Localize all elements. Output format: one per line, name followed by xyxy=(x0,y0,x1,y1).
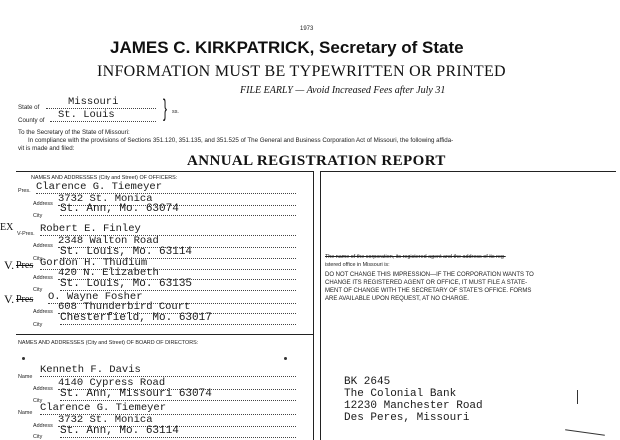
officer-address: 608 Thunderbird Court xyxy=(58,301,296,314)
director-city: St. Ann, Missouri 63074 xyxy=(60,388,296,401)
preamble-line-2: In compliance with the provisions of Sections 351.120, 351.135, and 351.525 of The General and Business Corporation Act of Missouri, the following affida- xyxy=(28,137,454,144)
city-label: City xyxy=(33,287,43,293)
director-name: Clarence G. Tiemeyer xyxy=(40,402,296,415)
scan-mark xyxy=(565,429,605,436)
address-label: Address xyxy=(33,275,53,281)
ex-annotation: EX xyxy=(0,222,14,233)
scan-mark xyxy=(577,390,578,404)
city-label: City xyxy=(33,398,43,404)
officer-name: O. Wayne Fosher xyxy=(48,291,296,304)
officer-address: 2348 Walton Road xyxy=(58,235,296,248)
ss-label: ss. xyxy=(172,109,179,115)
directors-heading: NAMES AND ADDRESSES (City and Street) OF BOARD OF DIRECTORS: xyxy=(18,340,199,346)
address-label: Address xyxy=(33,201,53,207)
agent-instruction-line-1: The name of the corporation, its registered agent and the address of its reg- xyxy=(325,254,506,260)
pres-strike-label: Pres xyxy=(16,294,34,305)
scan-speck xyxy=(22,357,25,360)
officer-name: Gordon H. Thudium xyxy=(40,257,296,270)
warning-line-3: MENT OF CHANGE WITH THE SECRETARY OF STATE'S OFFICE. FORMS xyxy=(325,288,532,294)
officer-title-vpres: V-Pres. xyxy=(17,231,35,237)
city-label: City xyxy=(33,322,43,328)
officer-address: 3732 St. Monica xyxy=(58,193,296,206)
directors-rule xyxy=(16,334,313,335)
v-annotation: V. xyxy=(4,292,15,306)
state-label: State of xyxy=(18,104,40,111)
officer-city: St. Louis, Mo. 63135 xyxy=(60,278,296,291)
officer-address: 420 N. Elizabeth xyxy=(58,267,296,280)
agent-instruction-line-2: istered office in Missouri is: xyxy=(325,262,390,268)
section-top-rule-right xyxy=(320,171,616,172)
state-value: Missouri xyxy=(46,96,156,109)
officer-name: Clarence G. Tiemeyer xyxy=(36,181,296,194)
file-early-notice: FILE EARLY — Avoid Increased Fees after July 31 xyxy=(240,85,446,96)
section-top-rule xyxy=(16,171,313,172)
director-name-label: Name xyxy=(18,410,33,416)
county-value: St. Louis xyxy=(50,109,156,122)
director-address: 3732 St. Monica xyxy=(58,414,296,427)
scan-speck xyxy=(284,357,287,360)
city-label: City xyxy=(33,256,43,262)
officer-city: St. Ann, Mo. 63074 xyxy=(60,203,296,216)
address-label: Address xyxy=(33,309,53,315)
column-divider xyxy=(313,171,314,440)
warning-line-1: DO NOT CHANGE THIS IMPRESSION—IF THE CORPORATION WANTS TO xyxy=(325,272,534,278)
v-annotation: V. xyxy=(4,258,15,272)
stamp-line-3: 12230 Manchester Road xyxy=(344,400,483,412)
officer-city: St. Louis, Mo. 63114 xyxy=(60,246,296,259)
address-label: Address xyxy=(33,243,53,249)
director-name-label: Name xyxy=(18,374,33,380)
director-name: Kenneth F. Davis xyxy=(40,364,296,377)
officer-city: Chesterfield, Mo. 63017 xyxy=(60,312,296,325)
preamble-line-1: To the Secretary of the State of Missouri: xyxy=(18,129,130,136)
stamp-line-2: The Colonial Bank xyxy=(344,388,457,400)
address-label: Address xyxy=(33,423,53,429)
report-title: ANNUAL REGISTRATION REPORT xyxy=(187,153,446,169)
address-label: Address xyxy=(33,386,53,392)
warning-line-2: CHANGE ITS REGISTERED AGENT OR OFFICE, IT MUST FILE A STATE- xyxy=(325,280,528,286)
officers-heading: NAMES AND ADDRESSES (City and Street) OF OFFICERS: xyxy=(31,175,178,181)
city-label: City xyxy=(33,213,43,219)
county-label: County of xyxy=(18,117,45,124)
instruction-heading: INFORMATION MUST BE TYPEWRITTEN OR PRINTED xyxy=(97,63,506,80)
city-label: City xyxy=(33,434,43,440)
stamp-line-4: Des Peres, Missouri xyxy=(344,412,470,424)
director-city: St. Ann, Mo. 63114 xyxy=(60,425,296,438)
pres-strike-label: Pres xyxy=(16,260,34,271)
form-year: 1973 xyxy=(300,26,314,32)
officer-name: Robert E. Finley xyxy=(40,223,296,236)
officer-title-pres: Pres. xyxy=(18,188,31,194)
secretary-heading: JAMES C. KIRKPATRICK, Secretary of State xyxy=(110,38,464,57)
preamble-line-3: vit is made and filed: xyxy=(18,145,75,152)
warning-line-4: ARE AVAILABLE UPON REQUEST, AT NO CHARGE. xyxy=(325,296,469,302)
column-divider-inner xyxy=(320,171,321,440)
director-address: 4140 Cypress Road xyxy=(58,377,296,390)
stamp-line-1: BK 2645 xyxy=(344,376,391,388)
brace-icon: } xyxy=(163,95,168,122)
